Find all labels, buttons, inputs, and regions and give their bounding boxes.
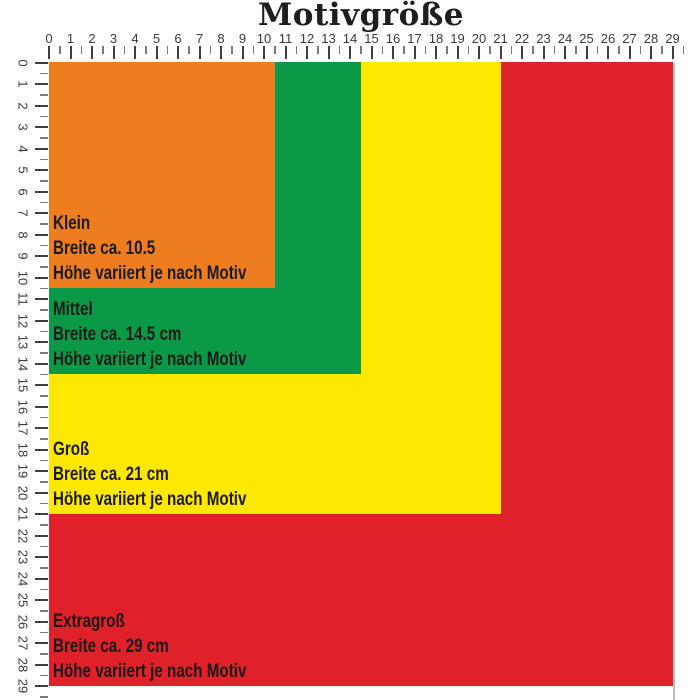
ruler-minor-tick — [360, 46, 362, 54]
size-name: Extragroß — [53, 611, 125, 632]
ruler-number: 8 — [15, 230, 31, 239]
ruler-major-tick — [35, 277, 48, 279]
ruler-minor-tick — [231, 46, 233, 54]
ruler-major-tick — [478, 46, 480, 59]
ruler-number: 27 — [15, 635, 31, 651]
ruler-number: 4 — [15, 144, 31, 153]
ruler-major-tick — [306, 46, 308, 59]
ruler-minor-tick — [40, 331, 48, 333]
ruler-minor-tick — [661, 46, 663, 54]
ruler-number: 11 — [15, 292, 31, 306]
size-label-mittel — [53, 297, 246, 372]
ruler-number: 26 — [600, 31, 616, 46]
ruler-minor-tick — [403, 46, 405, 54]
ruler-minor-tick — [317, 46, 319, 54]
ruler-number: 18 — [15, 442, 31, 457]
ruler-major-tick — [35, 363, 48, 365]
size-width-text: Breite ca. 14.5 cm — [53, 324, 182, 346]
ruler-major-tick — [91, 46, 93, 59]
size-label-klein — [53, 211, 246, 286]
ruler-number: 19 — [15, 463, 31, 479]
ruler-number: 12 — [15, 313, 31, 328]
ruler-minor-tick — [40, 94, 48, 96]
ruler-number: 3 — [109, 31, 118, 46]
ruler-number: 21 — [15, 506, 31, 522]
ruler-number: 22 — [514, 31, 530, 46]
ruler-minor-tick — [425, 46, 427, 54]
ruler-major-tick — [586, 46, 588, 59]
ruler-number: 24 — [557, 31, 573, 46]
ruler-major-tick — [35, 62, 48, 64]
ruler-minor-tick — [40, 481, 48, 483]
ruler-number: 1 — [15, 80, 31, 88]
ruler-major-tick — [672, 46, 674, 59]
ruler-minor-tick — [40, 137, 48, 139]
ruler-number: 7 — [15, 209, 31, 217]
ruler-major-tick — [435, 46, 437, 59]
ruler-major-tick — [177, 46, 179, 59]
ruler-minor-tick — [40, 159, 48, 161]
ruler-number: 8 — [217, 31, 225, 46]
ruler-minor-tick — [40, 309, 48, 311]
ruler-number: 27 — [622, 31, 637, 46]
ruler-minor-tick — [40, 223, 48, 225]
ruler-major-tick — [457, 46, 459, 59]
ruler-major-tick — [500, 46, 502, 59]
ruler-minor-tick — [40, 266, 48, 268]
ruler-major-tick — [134, 46, 136, 59]
size-name: Klein — [53, 213, 91, 235]
ruler-number: 20 — [15, 485, 31, 500]
ruler-number: 10 — [15, 270, 31, 285]
ruler-number: 19 — [450, 31, 465, 46]
ruler-major-tick — [156, 46, 158, 59]
ruler-minor-tick — [40, 374, 48, 376]
ruler-number: 0 — [15, 58, 31, 67]
ruler-number: 5 — [15, 166, 31, 174]
ruler-minor-tick — [296, 46, 298, 54]
ruler-number: 25 — [579, 31, 594, 46]
ruler-minor-tick — [40, 438, 48, 440]
ruler-major-tick — [607, 46, 609, 59]
size-height-note: Höhe variiert je nach Motiv — [53, 263, 247, 285]
ruler-major-tick — [35, 191, 48, 193]
ruler-number: 7 — [195, 31, 204, 46]
ruler-minor-tick — [575, 46, 577, 54]
ruler-minor-tick — [640, 46, 642, 54]
ruler-number: 20 — [471, 31, 487, 46]
ruler-number: 15 — [15, 377, 31, 393]
ruler-minor-tick — [683, 46, 685, 54]
size-width-text: Breite ca. 29 cm — [53, 636, 169, 657]
ruler-major-tick — [35, 492, 48, 494]
ruler-minor-tick — [40, 352, 48, 354]
ruler-minor-tick — [40, 610, 48, 612]
ruler-major-tick — [35, 578, 48, 580]
ruler-number: 29 — [15, 678, 31, 694]
page-title: Motivgröße — [257, 0, 465, 33]
ruler-number: 28 — [15, 657, 31, 672]
ruler-major-tick — [35, 212, 48, 214]
ruler-minor-tick — [40, 653, 48, 655]
size-name: Groß — [53, 439, 90, 460]
ruler-minor-tick — [40, 73, 48, 75]
ruler-number: 23 — [536, 31, 551, 46]
ruler-minor-tick — [167, 46, 169, 54]
ruler-number: 17 — [15, 420, 31, 436]
ruler-minor-tick — [40, 675, 48, 677]
ruler-major-tick — [328, 46, 330, 59]
ruler-number: 13 — [15, 334, 31, 350]
ruler-number: 9 — [15, 252, 31, 260]
ruler-major-tick — [35, 535, 48, 537]
ruler-minor-tick — [124, 46, 126, 54]
ruler-major-tick — [35, 234, 48, 236]
ruler-major-tick — [199, 46, 201, 59]
ruler-minor-tick — [597, 46, 599, 54]
ruler-major-tick — [35, 642, 48, 644]
ruler-number: 16 — [385, 31, 401, 46]
ruler-number: 5 — [152, 31, 161, 46]
ruler-number: 17 — [407, 31, 422, 46]
ruler-major-tick — [414, 46, 416, 59]
ruler-minor-tick — [446, 46, 448, 54]
ruler-major-tick — [564, 46, 566, 59]
ruler-minor-tick — [339, 46, 341, 54]
ruler-minor-tick — [40, 245, 48, 247]
ruler-major-tick — [263, 46, 265, 59]
ruler-number: 11 — [278, 31, 293, 46]
ruler-major-tick — [35, 255, 48, 257]
ruler-number: 15 — [364, 31, 379, 46]
ruler-minor-tick — [40, 395, 48, 397]
ruler-number: 12 — [299, 31, 315, 46]
ruler-minor-tick — [511, 46, 513, 54]
size-label-gross — [53, 437, 246, 512]
ruler-major-tick — [35, 556, 48, 558]
ruler-major-tick — [371, 46, 373, 59]
ruler-major-tick — [220, 46, 222, 59]
ruler-number: 4 — [131, 31, 139, 46]
ruler-major-tick — [35, 513, 48, 515]
ruler-minor-tick — [188, 46, 190, 54]
ruler-major-tick — [35, 470, 48, 472]
ruler-major-tick — [35, 169, 48, 171]
ruler-minor-tick — [145, 46, 147, 54]
ruler-number: 2 — [15, 101, 31, 110]
ruler-minor-tick — [468, 46, 470, 54]
ruler-minor-tick — [40, 202, 48, 204]
ruler-minor-tick — [40, 696, 48, 698]
ruler-number: 14 — [342, 31, 358, 46]
ruler-major-tick — [48, 46, 50, 59]
ruler-minor-tick — [59, 46, 61, 54]
size-label-extragross — [53, 609, 246, 684]
ruler-minor-tick — [40, 524, 48, 526]
ruler-major-tick — [35, 320, 48, 322]
ruler-minor-tick — [40, 589, 48, 591]
ruler-minor-tick — [532, 46, 534, 54]
ruler-major-tick — [35, 685, 48, 687]
ruler-major-tick — [521, 46, 523, 59]
ruler-number: 24 — [15, 571, 31, 586]
ruler-number: 29 — [665, 31, 680, 46]
ruler-minor-tick — [382, 46, 384, 54]
ruler-major-tick — [35, 621, 48, 623]
right-edge-shadow — [673, 63, 675, 700]
ruler-major-tick — [35, 341, 48, 343]
ruler-major-tick — [242, 46, 244, 59]
ruler-number: 16 — [15, 399, 31, 414]
ruler-minor-tick — [40, 116, 48, 118]
ruler-minor-tick — [274, 46, 276, 54]
ruler-minor-tick — [40, 180, 48, 182]
ruler-number: 25 — [15, 592, 31, 608]
ruler-major-tick — [70, 46, 72, 59]
ruler-number: 21 — [493, 31, 508, 46]
size-width-text: Breite ca. 10.5 — [53, 238, 156, 260]
size-height-note: Höhe variiert je nach Motiv — [53, 661, 247, 682]
ruler-number: 9 — [238, 31, 247, 46]
size-height-note: Höhe variiert je nach Motiv — [53, 349, 247, 371]
ruler-major-tick — [349, 46, 351, 59]
ruler-major-tick — [392, 46, 394, 59]
ruler-number: 10 — [256, 31, 272, 46]
ruler-minor-tick — [40, 546, 48, 548]
ruler-number: 2 — [88, 31, 96, 46]
ruler-number: 6 — [15, 187, 31, 196]
ruler-major-tick — [35, 148, 48, 150]
ruler-major-tick — [35, 449, 48, 451]
ruler-minor-tick — [210, 46, 212, 54]
ruler-major-tick — [35, 83, 48, 85]
ruler-minor-tick — [40, 567, 48, 569]
ruler-major-tick — [629, 46, 631, 59]
ruler-minor-tick — [40, 632, 48, 634]
ruler-major-tick — [35, 298, 48, 300]
ruler-major-tick — [35, 406, 48, 408]
ruler-minor-tick — [40, 460, 48, 462]
ruler-major-tick — [35, 599, 48, 601]
ruler-minor-tick — [40, 503, 48, 505]
ruler-number: 13 — [321, 31, 336, 46]
ruler-major-tick — [543, 46, 545, 59]
ruler-minor-tick — [40, 417, 48, 419]
ruler-number: 26 — [15, 614, 31, 629]
ruler-minor-tick — [554, 46, 556, 54]
ruler-major-tick — [285, 46, 287, 59]
ruler-minor-tick — [40, 288, 48, 290]
ruler-number: 28 — [643, 31, 659, 46]
ruler-number: 23 — [15, 549, 31, 565]
ruler-minor-tick — [81, 46, 83, 54]
ruler-major-tick — [35, 664, 48, 666]
ruler-major-tick — [113, 46, 115, 59]
ruler-number: 18 — [428, 31, 444, 46]
ruler-number: 3 — [15, 123, 31, 131]
size-name: Mittel — [53, 299, 93, 321]
ruler-number: 0 — [45, 31, 53, 46]
ruler-minor-tick — [618, 46, 620, 54]
ruler-major-tick — [35, 105, 48, 107]
ruler-number: 22 — [15, 528, 31, 543]
ruler-minor-tick — [102, 46, 104, 54]
size-height-note: Höhe variiert je nach Motiv — [53, 489, 247, 510]
ruler-major-tick — [35, 384, 48, 386]
size-width-text: Breite ca. 21 cm — [53, 464, 169, 485]
ruler-number: 14 — [15, 356, 31, 371]
ruler-minor-tick — [253, 46, 255, 54]
ruler-number: 1 — [66, 31, 75, 46]
ruler-number: 6 — [174, 31, 182, 46]
ruler-major-tick — [650, 46, 652, 59]
ruler-major-tick — [35, 427, 48, 429]
ruler-major-tick — [35, 126, 48, 128]
ruler-minor-tick — [489, 46, 491, 54]
